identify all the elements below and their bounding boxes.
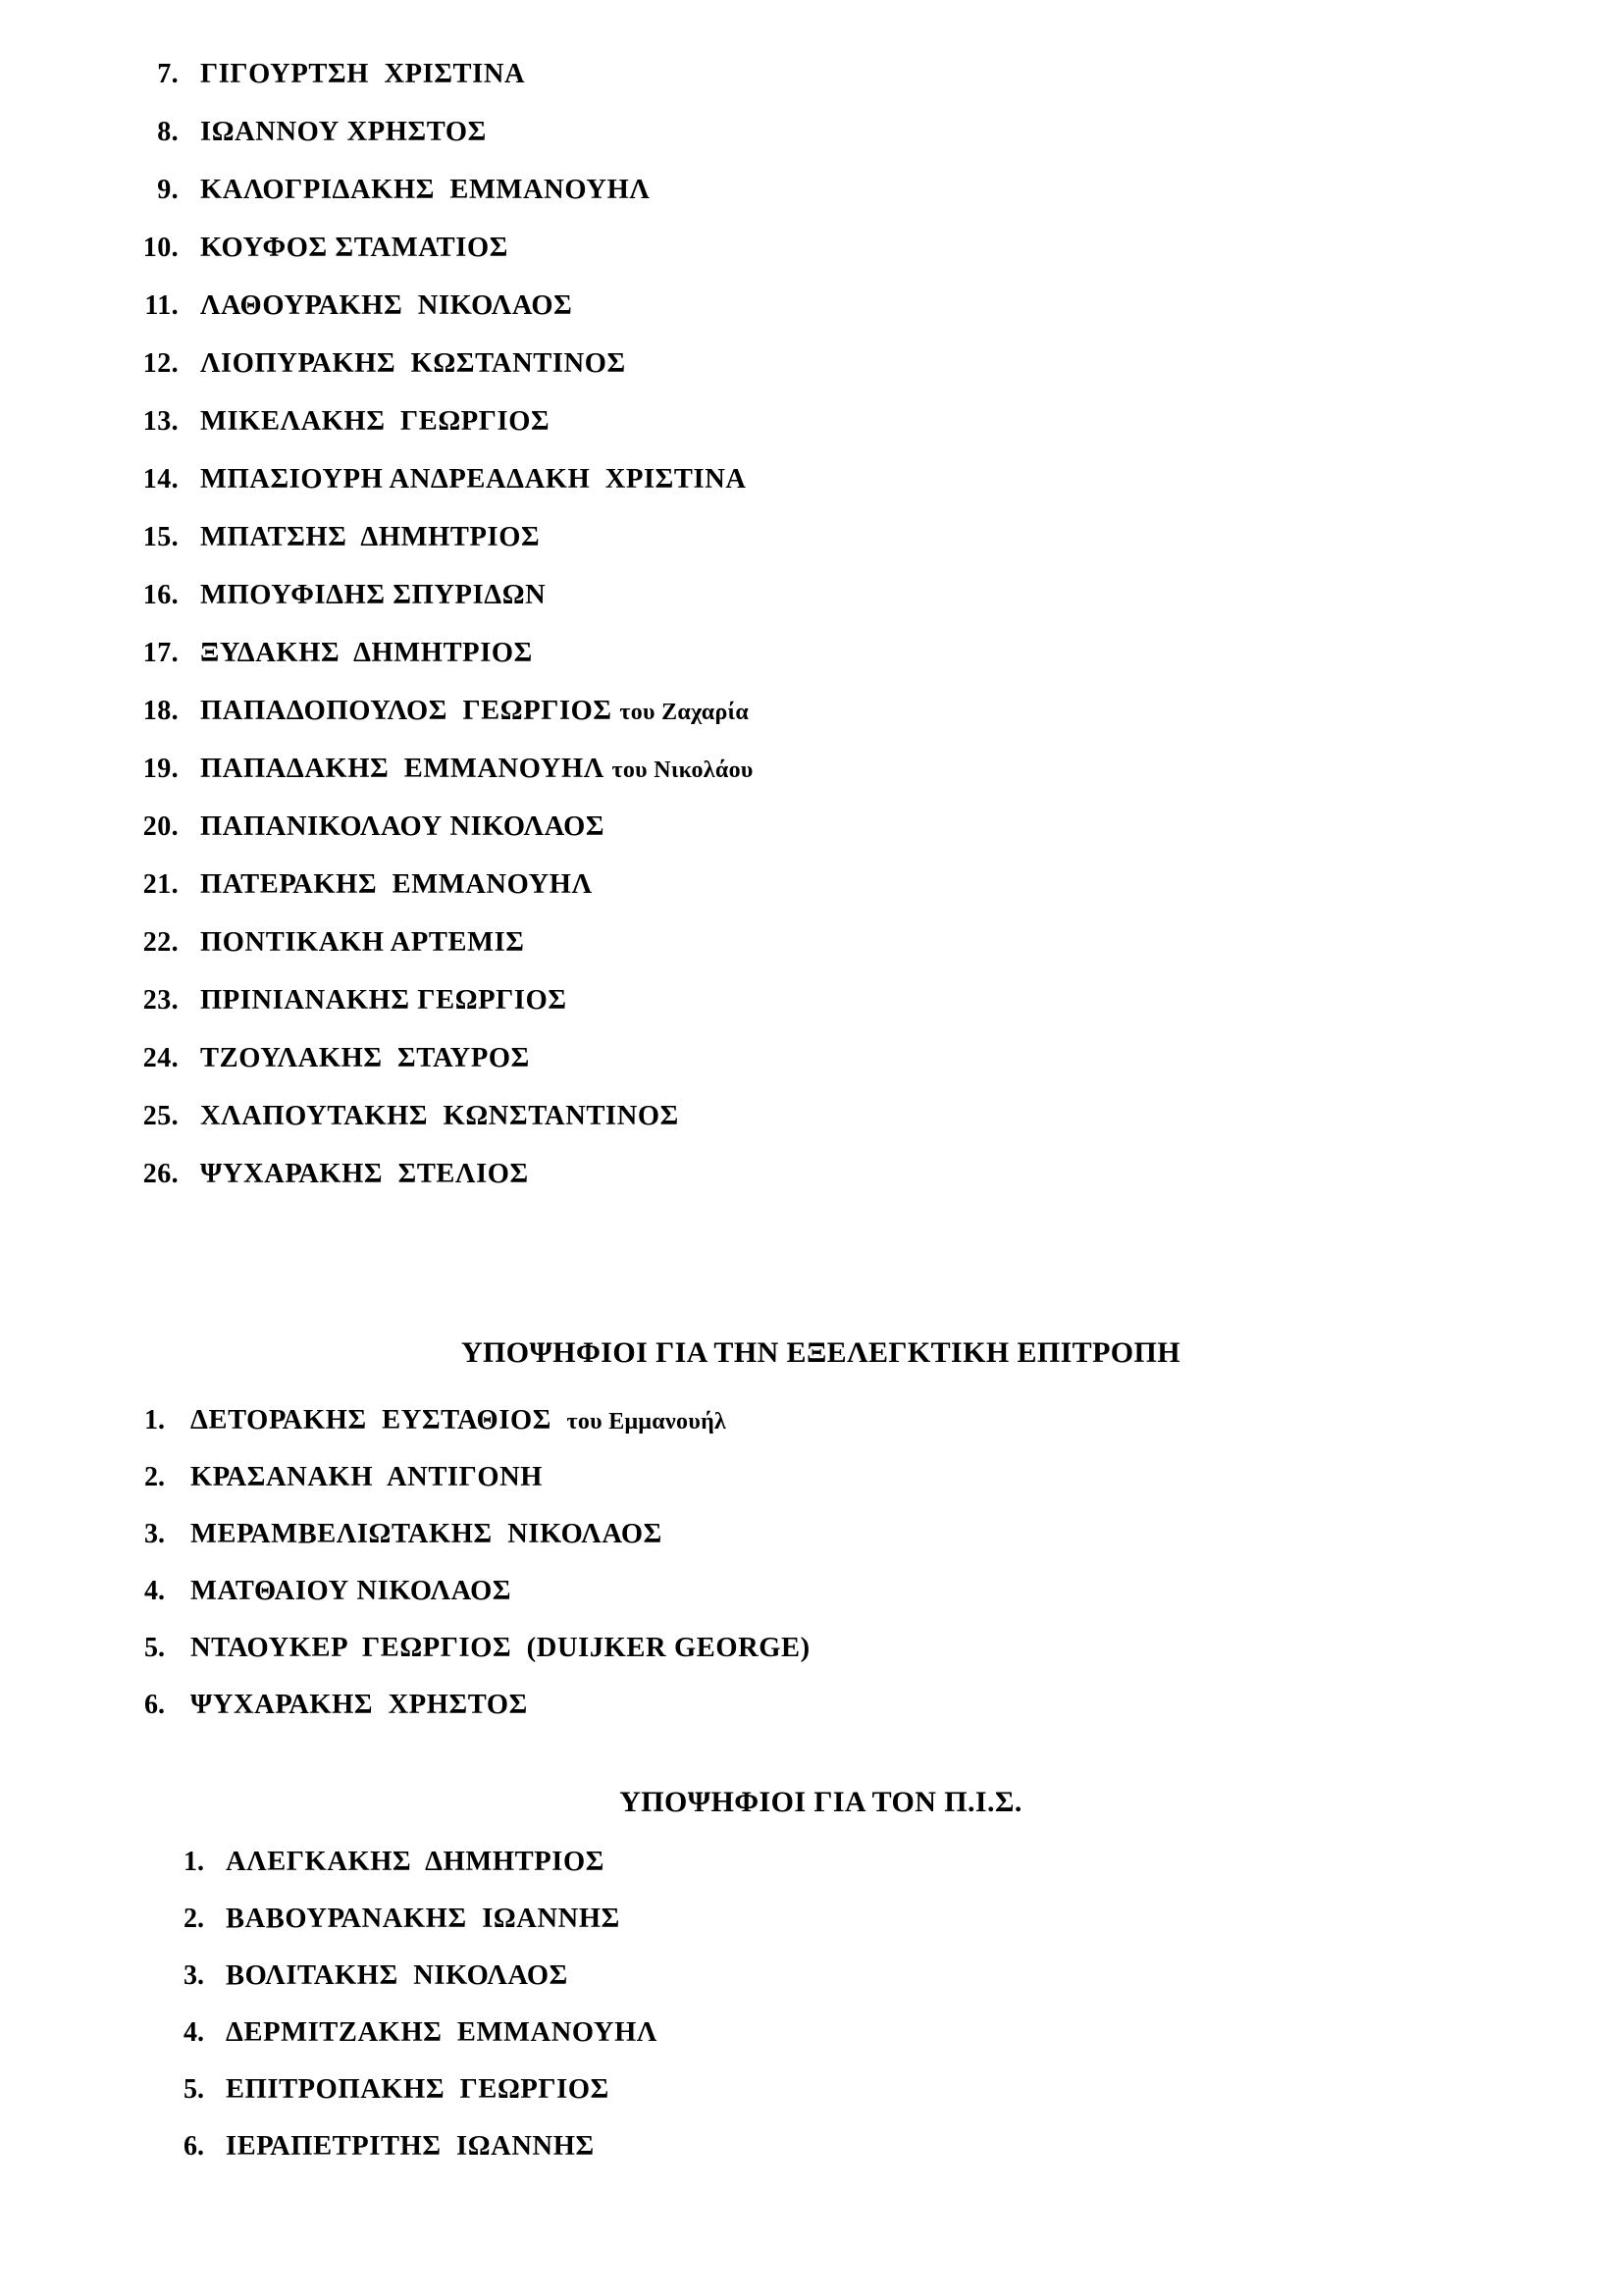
list-item-number: 6.	[144, 1690, 165, 1720]
list-item-number: 26.	[142, 1159, 179, 1189]
list-item	[118, 464, 1506, 522]
list-item	[118, 1405, 1506, 1462]
list-item-number: 6.	[183, 2131, 204, 2162]
list-item-name: ΒΟΛΙΤΑΚΗΣ ΝΙΚΟΛΑΟΣ	[226, 1960, 568, 1991]
list-item	[118, 1519, 1506, 1576]
list-item	[118, 1101, 1506, 1159]
list-item	[118, 1904, 1506, 1960]
pis-section-title: ΥΠΟΨΗΦΙΟΙ ΓΙΑ ΤΟΝ Π.Ι.Σ.	[619, 1786, 1022, 1818]
list-item	[118, 59, 1506, 117]
list-item-name: ΙΕΡΑΠΕΤΡΙΤΗΣ ΙΩΑΝΝΗΣ	[226, 2131, 595, 2162]
list-item-number: 3.	[144, 1519, 165, 1549]
list-item-number: 5.	[183, 2074, 204, 2105]
list-item-name: ΜΙΚΕΛΑΚΗΣ ΓΕΩΡΓΙΟΣ	[200, 406, 550, 437]
list-item-name: ΜΠΑΣΙΟΥΡΗ ΑΝΔΡΕΑΔΑΚΗ ΧΡΙΣΤΙΝΑ	[200, 464, 747, 495]
list-item	[118, 927, 1506, 985]
list-item-name: ΛΙΟΠΥΡΑΚΗΣ ΚΩΣΤΑΝΤΙΝΟΣ	[200, 348, 626, 379]
list-item	[118, 2131, 1506, 2188]
list-item-number: 13.	[142, 406, 179, 437]
candidate-list-main	[118, 59, 1506, 1217]
list-item-name: ΚΡΑΣΑΝΑΚΗ ΑΝΤΙΓΟΝΗ	[190, 1462, 544, 1492]
list-item-name: ΠΟΝΤΙΚΑΚΗ ΑΡΤΕΜΙΣ	[200, 927, 525, 958]
list-item-number: 23.	[142, 985, 179, 1016]
list-item-name: ΔΕΡΜΙΤΖΑΚΗΣ ΕΜΜΑΝΟΥΗΛ	[226, 2017, 657, 2048]
list-item-patronymic: του Εμμανουήλ	[566, 1409, 727, 1435]
list-item-name: ΙΩΑΝΝΟΥ ΧΡΗΣΤΟΣ	[200, 117, 487, 147]
list-item-name: ΞΥΔΑΚΗΣ ΔΗΜΗΤΡΙΟΣ	[200, 638, 533, 668]
list-item-name: ΓΙΓΟΥΡΤΣΗ ΧΡΙΣΤΙΝΑ	[200, 59, 526, 89]
list-item-name: ΨΥΧΑΡΑΚΗΣ ΧΡΗΣΤΟΣ	[190, 1690, 528, 1720]
list-item-name: ΚΟΥΦΟΣ ΣΤΑΜΑΤΙΟΣ	[200, 233, 508, 263]
list-item-number: 4.	[144, 1576, 165, 1606]
list-item-name: ΠΑΠΑΔΟΠΟΥΛΟΣ ΓΕΩΡΓΙΟΣ του Ζαχαρία	[200, 696, 750, 726]
list-item	[118, 696, 1506, 754]
list-item	[118, 348, 1506, 406]
list-item	[118, 1960, 1506, 2017]
list-item	[118, 869, 1506, 927]
list-item-number: 24.	[142, 1043, 179, 1073]
list-item	[118, 580, 1506, 638]
candidate-list-pis	[118, 1847, 1506, 2188]
list-item-number: 10.	[142, 233, 179, 263]
list-item	[118, 1690, 1506, 1747]
list-item-number: 18.	[142, 696, 179, 726]
list-item	[118, 638, 1506, 696]
list-item	[118, 811, 1506, 869]
list-item-number: 7.	[157, 59, 179, 89]
list-item-name: ΠΑΤΕΡΑΚΗΣ ΕΜΜΑΝΟΥΗΛ	[200, 869, 593, 900]
list-item	[118, 2017, 1506, 2074]
list-item	[118, 1159, 1506, 1217]
list-item	[118, 1462, 1506, 1519]
list-item-number: 2.	[183, 1904, 204, 1934]
list-item-name: ΧΛΑΠΟΥΤΑΚΗΣ ΚΩΝΣΤΑΝΤΙΝΟΣ	[200, 1101, 679, 1131]
list-item-number: 16.	[142, 580, 179, 610]
list-item-number: 14.	[142, 464, 179, 495]
list-item-number: 11.	[144, 290, 179, 321]
list-item-number: 4.	[183, 2017, 204, 2048]
list-item-number: 20.	[142, 811, 179, 842]
list-item-number: 21.	[142, 869, 179, 900]
list-item	[118, 233, 1506, 290]
list-item-patronymic: του Ζαχαρία	[619, 700, 750, 725]
list-item	[118, 1043, 1506, 1101]
list-item-number: 12.	[142, 348, 179, 379]
list-item-number: 25.	[142, 1101, 179, 1131]
list-item-name: ΒΑΒΟΥΡΑΝΑΚΗΣ ΙΩΑΝΝΗΣ	[226, 1904, 620, 1934]
list-item-name: ΜΑΤΘΑΙΟΥ ΝΙΚΟΛΑΟΣ	[190, 1576, 512, 1606]
list-item-name: ΜΠΑΤΣΗΣ ΔΗΜΗΤΡΙΟΣ	[200, 522, 541, 552]
list-item-name: ΑΛΕΓΚΑΚΗΣ ΔΗΜΗΤΡΙΟΣ	[226, 1847, 604, 1877]
list-item-number: 2.	[144, 1462, 165, 1492]
list-item-name: ΜΕΡΑΜΒΕΛΙΩΤΑΚΗΣ ΝΙΚΟΛΑΟΣ	[190, 1519, 662, 1549]
list-item-name: ΚΑΛΟΓΡΙΔΑΚΗΣ ΕΜΜΑΝΟΥΗΛ	[200, 175, 651, 205]
audit-section-title: ΥΠΟΨΗΦΙΟΙ ΓΙΑ ΤΗΝ ΕΞΕΛΕΓΚΤΙΚΗ ΕΠΙΤΡΟΠΗ	[460, 1336, 1181, 1369]
list-item	[118, 522, 1506, 580]
list-item-number: 1.	[144, 1405, 165, 1435]
list-item-name: ΠΡΙΝΙΑΝΑΚΗΣ ΓΕΩΡΓΙΟΣ	[200, 985, 567, 1016]
list-item-name: ΤΖΟΥΛΑΚΗΣ ΣΤΑΥΡΟΣ	[200, 1043, 530, 1073]
list-item-number: 19.	[142, 754, 179, 784]
list-item	[118, 290, 1506, 348]
list-item-name: ΠΑΠΑΝΙΚΟΛΑΟΥ ΝΙΚΟΛΑΟΣ	[200, 811, 605, 842]
list-item	[118, 1633, 1506, 1690]
list-item-number: 5.	[144, 1633, 165, 1663]
list-item-number: 9.	[157, 175, 179, 205]
list-item-name: ΕΠΙΤΡΟΠΑΚΗΣ ΓΕΩΡΓΙΟΣ	[226, 2074, 609, 2105]
list-item	[118, 406, 1506, 464]
list-item-number: 17.	[142, 638, 179, 668]
list-item-name: ΠΑΠΑΔΑΚΗΣ ΕΜΜΑΝΟΥΗΛ του Νικολάου	[200, 754, 754, 784]
list-item-name: ΝΤΑΟΥΚΕΡ ΓΕΩΡΓΙΟΣ (DUIJKER GEORGE)	[190, 1633, 811, 1663]
list-item	[118, 985, 1506, 1043]
list-item-name: ΛΑΘΟΥΡΑΚΗΣ ΝΙΚΟΛΑΟΣ	[200, 290, 573, 321]
list-item-name: ΨΥΧΑΡΑΚΗΣ ΣΤΕΛΙΟΣ	[200, 1159, 529, 1189]
list-item-patronymic: του Νικολάου	[611, 757, 754, 783]
list-item-number: 1.	[183, 1847, 204, 1877]
list-item-number: 8.	[157, 117, 179, 147]
list-item-number: 3.	[183, 1960, 204, 1991]
list-item-name: ΜΠΟΥΦΙΔΗΣ ΣΠΥΡΙΔΩΝ	[200, 580, 547, 610]
list-item	[118, 1576, 1506, 1633]
list-item	[118, 117, 1506, 175]
list-item	[118, 2074, 1506, 2131]
list-item-number: 22.	[142, 927, 179, 958]
candidate-list-audit	[118, 1405, 1506, 1747]
list-item	[118, 754, 1506, 811]
list-item-name: ΔΕΤΟΡΑΚΗΣ ΕΥΣΤΑΘΙΟΣ του Εμμανουήλ	[190, 1405, 727, 1435]
list-item	[118, 1847, 1506, 1904]
list-item	[118, 175, 1506, 233]
section-spacer	[118, 1217, 1506, 1336]
list-item-number: 15.	[142, 522, 179, 552]
